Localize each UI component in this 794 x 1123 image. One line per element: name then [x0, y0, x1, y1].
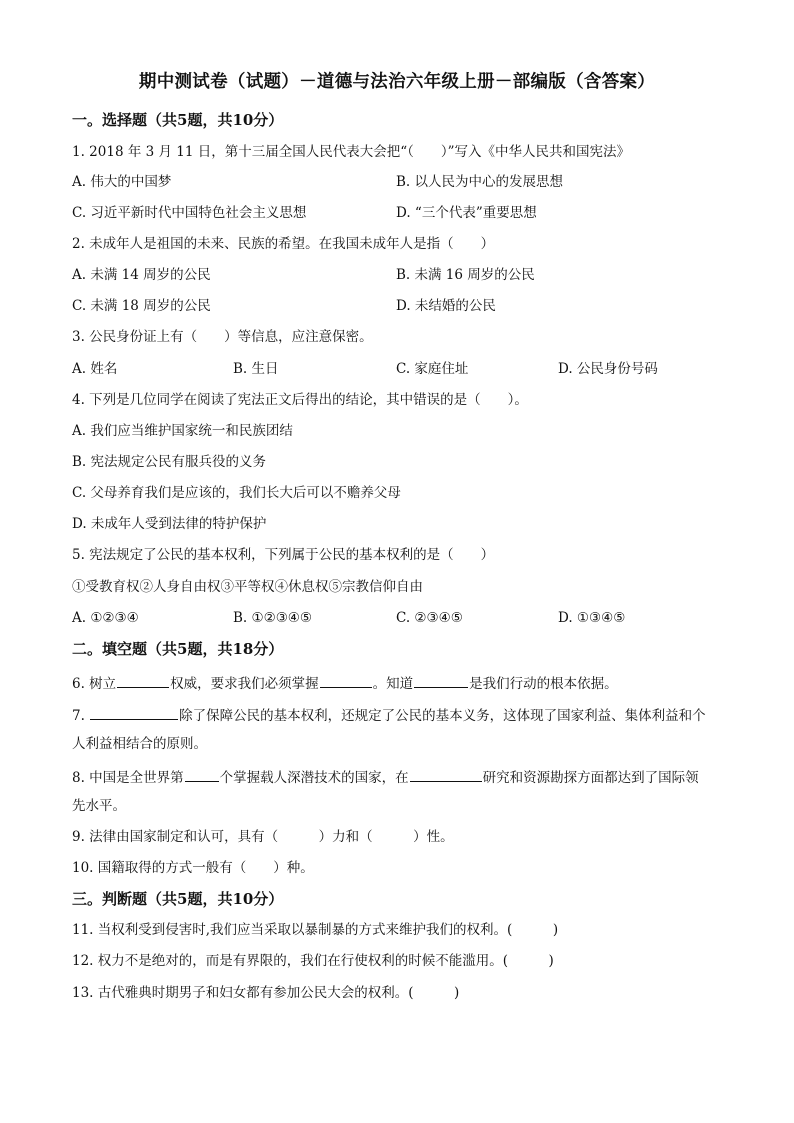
- question-4-option-c: C. 父母养育我们是应该的，我们长大后可以不赡养父母: [72, 485, 401, 501]
- question-1-option-c: C. 习近平新时代中国特色社会主义思想: [72, 205, 307, 221]
- answer-blank: [185, 766, 219, 782]
- question-4-stem: 4. 下列是几位同学在阅读了宪法正文后得出的结论，其中错误的是（ ）。: [72, 392, 528, 408]
- question-8-line-2: 先水平。: [72, 798, 126, 814]
- question-6-part-2: 权威，要求我们必须掌握: [170, 676, 319, 692]
- question-3-option-d: D. 公民身份号码: [558, 361, 658, 377]
- question-3-stem: 3. 公民身份证上有（ ）等信息，应注意保密。: [72, 329, 373, 345]
- question-6-part-1: 6. 树立: [72, 676, 117, 692]
- question-3-option-c: C. 家庭住址: [396, 361, 469, 377]
- question-4-option-a: A. 我们应当维护国家统一和民族团结: [72, 423, 293, 439]
- answer-blank: [414, 672, 468, 688]
- question-12: 12. 权力不是绝对的，而是有界限的，我们在行使权利的时候不能滥用。( ): [72, 953, 554, 969]
- answer-blank: [117, 672, 169, 688]
- answer-blank: [410, 766, 482, 782]
- question-3-option-b: B. 生日: [233, 361, 279, 377]
- answer-blank: [90, 704, 178, 720]
- question-7-line-2: 人利益相结合的原则。: [72, 736, 207, 752]
- question-10: 10. 国籍取得的方式一般有（ ）种。: [72, 860, 314, 876]
- question-2-option-c: C. 未满 18 周岁的公民: [72, 298, 211, 314]
- question-1-option-d: D. “三个代表”重要思想: [396, 205, 537, 221]
- question-6-part-3: 。知道: [372, 676, 414, 692]
- question-11: 11. 当权利受到侵害时,我们应当采取以暴制暴的方式来维护我们的权利。( ): [72, 922, 559, 938]
- question-2-option-a: A. 未满 14 周岁的公民: [72, 267, 211, 283]
- question-3-option-a: A. 姓名: [72, 361, 118, 377]
- question-2-stem: 2. 未成年人是祖国的未来、民族的希望。在我国未成年人是指（ ）: [72, 236, 495, 252]
- question-8-part-2: 个掌握载人深潜技术的国家，在: [219, 770, 409, 786]
- question-7-number: 7.: [72, 708, 90, 724]
- question-1-option-b: B. 以人民为中心的发展思想: [396, 174, 564, 190]
- question-4-option-d: D. 未成年人受到法律的特护保护: [72, 516, 267, 532]
- question-6: [72, 672, 618, 693]
- section-heading-choice: 一。选择题（共5题，共10分）: [72, 111, 284, 129]
- question-5-rights-list: ①受教育权②人身自由权③平等权④休息权⑤宗教信仰自由: [72, 579, 423, 595]
- question-8-part-1: 8. 中国是全世界第: [72, 770, 184, 786]
- question-7-line-1: [72, 704, 706, 725]
- question-2-option-b: B. 未满 16 周岁的公民: [396, 267, 535, 283]
- question-5-option-d: D. ①③④⑤: [558, 610, 626, 626]
- question-1-stem: 1. 2018 年 3 月 11 日，第十三届全国人民代表大会把“（ ）”写入《中华人民共和国宪法》: [72, 144, 631, 160]
- question-8-part-3: 研究和资源勘探方面都达到了国际领: [482, 770, 699, 786]
- question-7-part-1: 除了保障公民的基本权利，还规定了公民的基本义务，这体现了国家利益、集体利益和个: [179, 708, 706, 724]
- answer-blank: [320, 672, 372, 688]
- question-2-option-d: D. 未结婚的公民: [396, 298, 496, 314]
- question-9: 9. 法律由国家制定和认可，具有（ ）力和（ ）性。: [72, 829, 454, 845]
- question-4-option-b: B. 宪法规定公民有服兵役的义务: [72, 454, 267, 470]
- question-5-stem: 5. 宪法规定了公民的基本权利，下列属于公民的基本权利的是（ ）: [72, 547, 495, 563]
- question-13: 13. 古代雅典时期男子和妇女都有参加公民大会的权利。( ): [72, 985, 460, 1001]
- question-6-part-4: 是我们行动的根本依据。: [469, 676, 618, 692]
- question-1-option-a: A. 伟大的中国梦: [72, 174, 172, 190]
- section-heading-true-false: 三。判断题（共5题，共10分）: [72, 890, 284, 908]
- question-5-option-a: A. ①②③④: [72, 610, 139, 626]
- question-8-line-1: [72, 766, 699, 787]
- question-5-option-b: B. ①②③④⑤: [233, 610, 313, 626]
- page-title: 期中测试卷（试题）－道德与法治六年级上册－部编版（含答案）: [138, 72, 656, 92]
- question-5-option-c: C. ②③④⑤: [396, 610, 463, 626]
- section-heading-fill-in: 二。填空题（共5题，共18分）: [72, 640, 284, 658]
